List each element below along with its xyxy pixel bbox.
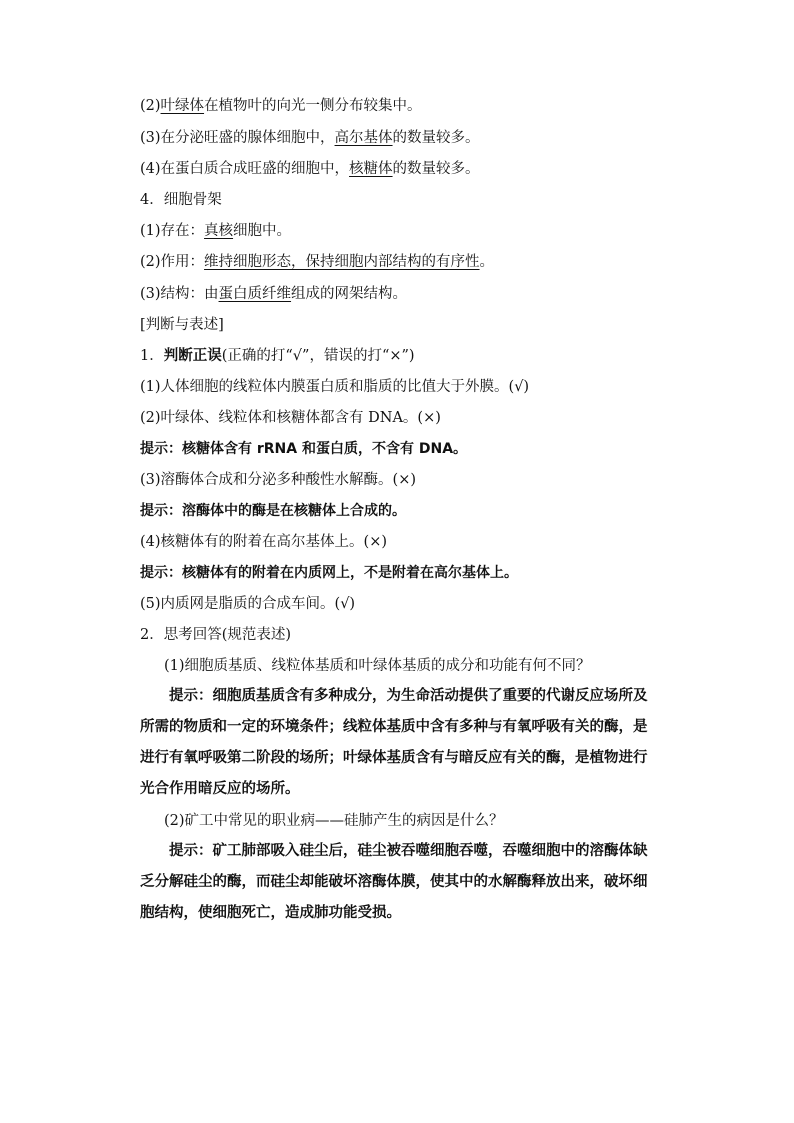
judge-hint: 提示：溶酶体中的酶是在核糖体上合成的。 <box>140 503 406 519</box>
item-text: 的数量较多。 <box>392 130 480 146</box>
judge-heading <box>140 346 415 366</box>
cytoskeleton-structure <box>140 284 407 304</box>
judge-item: (1)人体细胞的线粒体内膜蛋白质和脂质的比值大于外膜。(√) <box>140 379 530 395</box>
cytoskeleton-heading: 4．细胞骨架 <box>140 192 222 208</box>
item-prefix: (2) <box>140 98 161 114</box>
item-text: 组成的网架结构。 <box>291 286 408 302</box>
item-prefix: (3)结构：由 <box>140 286 219 302</box>
item-prefix: (4)在蛋白质合成旺盛的细胞中， <box>140 161 350 177</box>
think-heading: 2．思考回答(规范表述) <box>140 627 292 643</box>
judge-item: (5)内质网是脂质的合成车间。(√) <box>140 596 356 612</box>
item-prefix: (2)作用： <box>140 254 205 270</box>
underlined-term: 叶绿体 <box>160 98 205 114</box>
item-text: 的数量较多。 <box>392 161 480 177</box>
heading-text: (正确的打“√”，错误的打“×”) <box>221 348 415 364</box>
heading-number: 1． <box>140 348 164 364</box>
section-label: [判断与表述] <box>140 317 224 333</box>
item-text: 细胞中。 <box>233 223 292 239</box>
answer-text: 提示：矿工肺部吸入硅尘后，硅尘被吞噬细胞吞噬，吞噬细胞中的溶酶体缺乏分解硅尘的酶，而硅尘却能破坏溶酶体膜，使其中的水解酶释放出来，破坏细胞结构，使细胞死亡，造成肺功能受损。 <box>140 843 648 921</box>
judge-item: (4)核糖体有的附着在高尔基体上。(×) <box>140 534 388 550</box>
item-prefix: (3)在分泌旺盛的腺体细胞中， <box>140 130 335 146</box>
underlined-term: 真核 <box>204 223 234 239</box>
judge-item: (3)溶酶体合成和分泌多种酸性水解酶。(×) <box>140 472 417 488</box>
question-2: (2)矿工中常见的职业病——硅肺产生的病因是什么？ <box>164 813 504 829</box>
underlined-term: 高尔基体 <box>334 130 393 146</box>
judge-hint: 提示：核糖体含有 rRNA 和蛋白质，不含有 DNA。 <box>140 441 468 457</box>
answer-1 <box>140 681 660 805</box>
item-text: 在植物叶的向光一侧分布较集中。 <box>204 98 422 114</box>
cytoskeleton-function <box>140 252 494 272</box>
answer-text: 提示：细胞质基质含有多种成分，为生命活动提供了重要的代谢反应场所及所需的物质和一定的环境条件；线粒体基质中含有多种与有氧呼吸有关的酶，是进行有氧呼吸第二阶段的场所；叶绿体基质含有与暗反应有关的酶，是植物进行光合作用暗反应的场所。 <box>140 688 648 797</box>
item-prefix: (1)存在： <box>140 223 205 239</box>
item-golgi <box>140 128 480 148</box>
answer-2 <box>140 836 660 929</box>
item-ribosome <box>140 159 480 179</box>
judge-hint: 提示：核糖体有的附着在内质网上，不是附着在高尔基体上。 <box>140 565 518 581</box>
item-chloroplast <box>140 96 422 116</box>
heading-bold: 判断正误 <box>163 347 222 364</box>
judge-item: (2)叶绿体、线粒体和核糖体都含有 DNA。(×) <box>140 410 441 426</box>
question-1: (1)细胞质基质、线粒体基质和叶绿体基质的成分和功能有何不同？ <box>164 658 591 674</box>
cytoskeleton-exist <box>140 221 291 241</box>
underlined-term: 蛋白质纤维 <box>218 286 292 302</box>
underlined-term: 维持细胞形态，保持细胞内部结构的有序性 <box>204 254 480 270</box>
underlined-term: 核糖体 <box>349 161 393 177</box>
item-text: 。 <box>479 254 495 270</box>
